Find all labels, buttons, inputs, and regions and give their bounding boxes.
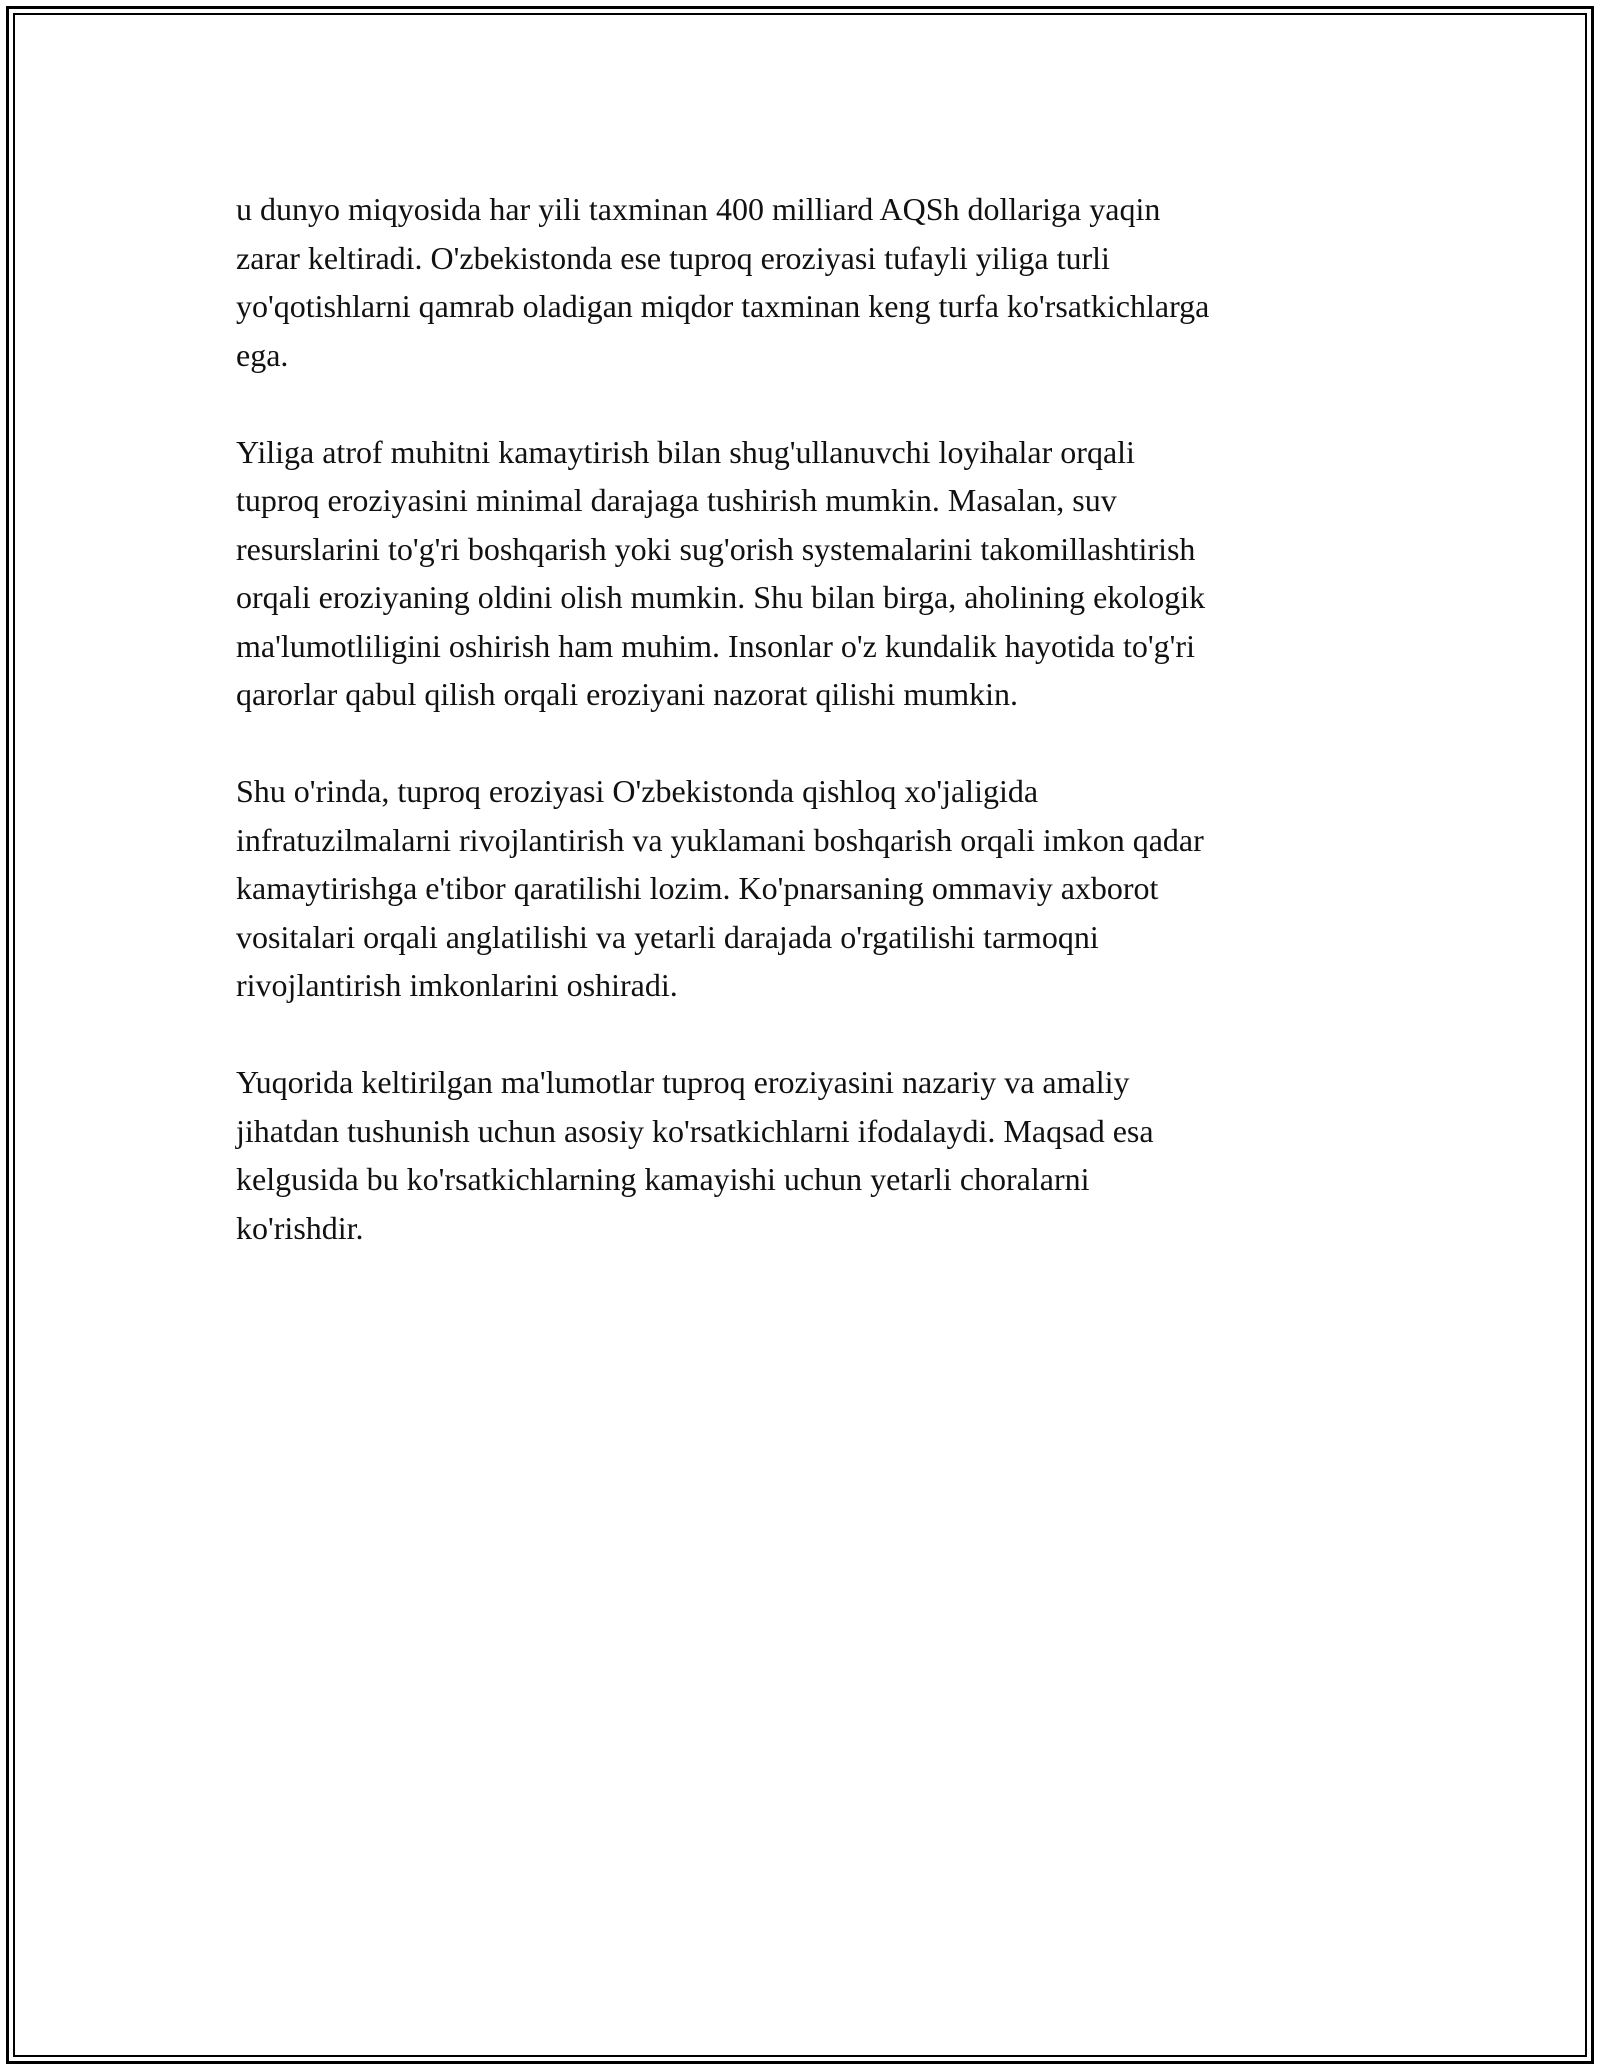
document-body xyxy=(236,185,1364,1301)
text-line: rivojlantirish imkonlarini oshiradi. xyxy=(236,967,678,1003)
text-line: ega. xyxy=(236,336,289,373)
text-line: Shu o'rinda, tuproq eroziyasi O'zbekistonda qishloq xo'jaligida xyxy=(236,773,1039,809)
text-line: jihatdan tushunish uchun asosiy ko'rsatkichlarni ifodalaydi. Maqsad esa xyxy=(236,1112,1154,1149)
text-line: kamaytirishga e'tibor qaratilishi lozim. Ko'pnarsaning ommaviy axborot xyxy=(236,870,1159,906)
text-line: ko'rishdir. xyxy=(236,1209,364,1246)
text-line: kelgusida bu ko'rsatkichlarning kamayishi uchun yetarli choralarni xyxy=(236,1161,1090,1197)
paragraph-4 xyxy=(236,1058,1364,1252)
paragraph-2 xyxy=(236,428,1364,719)
text-line: tuproq eroziyasini minimal darajaga tushirish mumkin. Masalan, suv xyxy=(236,482,1117,518)
text-line: ma'lumotliligini oshirish ham muhim. Insonlar o'z kundalik hayotida to'g'ri xyxy=(236,627,1195,664)
text-line: Yiliga atrof muhitni kamaytirish bilan shug'ullanuvchi loyihalar orqali xyxy=(236,433,1135,470)
text-line: u dunyo miqyosida har yili taxminan 400 milliard AQSh dollariga yaqin xyxy=(236,191,1161,227)
text-line: qarorlar qabul qilish orqali eroziyani nazorat qilishi mumkin. xyxy=(236,676,1019,712)
text-line: vositalari orqali anglatilishi va yetarli darajada o'rgatilishi tarmoqni xyxy=(236,918,1099,955)
paragraph-3 xyxy=(236,767,1364,1010)
text-line: zarar keltiradi. O'zbekistonda ese tuproq eroziyasi tufayli yiliga turli xyxy=(236,239,1110,276)
text-line: Yuqorida keltirilgan ma'lumotlar tuproq eroziyasini nazariy va amaliy xyxy=(236,1064,1130,1100)
text-line: infratuzilmalarni rivojlantirish va yuklamani boshqarish orqali imkon qadar xyxy=(236,821,1204,858)
paragraph-1 xyxy=(236,185,1364,379)
text-line: yo'qotishlarni qamrab oladigan miqdor taxminan keng turfa ko'rsatkichlarga xyxy=(236,288,1210,324)
text-line: resurslarini to'g'ri boshqarish yoki sug'orish systemalarini takomillashtirish xyxy=(236,530,1196,567)
text-line: orqali eroziyaning oldini olish mumkin. Shu bilan birga, aholining ekologik xyxy=(236,579,1206,615)
